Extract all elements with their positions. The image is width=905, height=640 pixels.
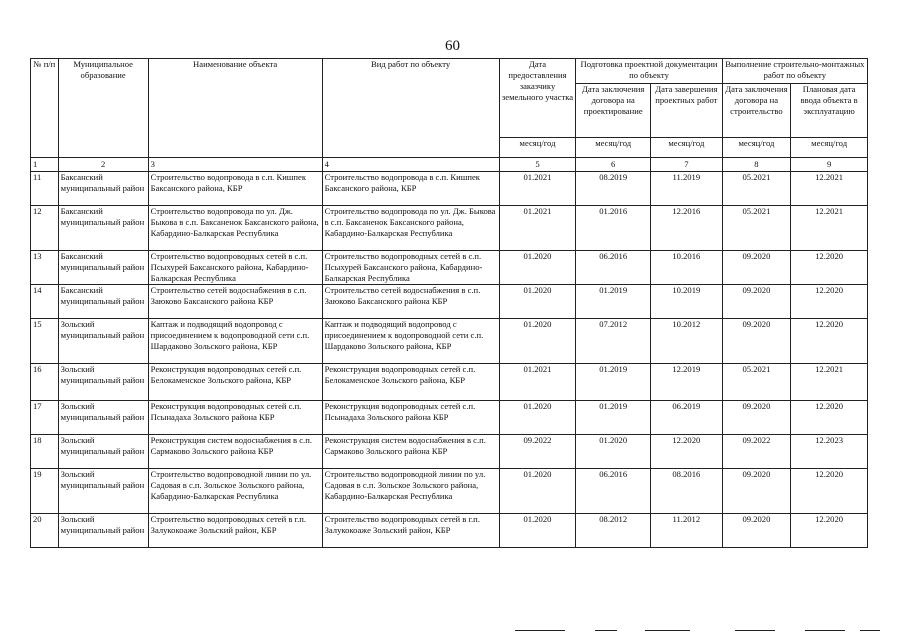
design-end-cell: 10.2019 bbox=[651, 285, 723, 319]
design-end-cell: 12.2020 bbox=[651, 435, 723, 469]
work-type-cell: Строительство водопроводных сетей в с.п. Псыхурей Баксанского района, Кабардино-Балкарская Республика bbox=[322, 251, 499, 285]
object-name-cell: Строительство водопроводной линии по ул. Садовая в с.п. Зольское Зольского района, Кабардино-Балкарская Республика bbox=[148, 469, 322, 514]
column-number: 6 bbox=[576, 158, 651, 172]
design-contract-cell: 07.2012 bbox=[576, 319, 651, 364]
land-date-cell: 01.2020 bbox=[499, 319, 576, 364]
municipality-cell: Баксанский муниципальный район bbox=[58, 251, 148, 285]
design-contract-cell: 01.2019 bbox=[576, 364, 651, 401]
table-row bbox=[31, 364, 868, 401]
build-contract-cell: 09.2022 bbox=[722, 435, 791, 469]
header-design-contract: Дата заключения договора на проектирование bbox=[576, 84, 651, 138]
row-number: 12 bbox=[31, 206, 59, 251]
design-end-cell: 10.2016 bbox=[651, 251, 723, 285]
design-end-cell: 12.2019 bbox=[651, 364, 723, 401]
design-contract-cell: 08.2019 bbox=[576, 172, 651, 206]
commission-cell: 12.2023 bbox=[791, 435, 868, 469]
land-date-cell: 01.2020 bbox=[499, 285, 576, 319]
build-contract-cell: 09.2020 bbox=[722, 285, 791, 319]
page-number: 60 bbox=[445, 38, 460, 54]
header-design-end: Дата завершения проектных работ bbox=[651, 84, 723, 138]
object-name-cell: Реконструкция систем водоснабжения в с.п. Сармаково Зольского района КБР bbox=[148, 435, 322, 469]
commission-cell: 12.2021 bbox=[791, 206, 868, 251]
edge-mark bbox=[595, 630, 617, 631]
design-end-cell: 11.2019 bbox=[651, 172, 723, 206]
build-contract-cell: 09.2020 bbox=[722, 319, 791, 364]
commission-cell: 12.2021 bbox=[791, 364, 868, 401]
column-number: 2 bbox=[58, 158, 148, 172]
column-number: 3 bbox=[148, 158, 322, 172]
work-type-cell: Реконструкция водопроводных сетей с.п. Белокаменское Зольского района, КБР bbox=[322, 364, 499, 401]
municipality-cell: Баксанский муниципальный район bbox=[58, 172, 148, 206]
design-contract-cell: 08.2012 bbox=[576, 514, 651, 548]
row-number: 13 bbox=[31, 251, 59, 285]
land-date-cell: 01.2020 bbox=[499, 514, 576, 548]
land-date-cell: 01.2020 bbox=[499, 401, 576, 435]
row-number: 16 bbox=[31, 364, 59, 401]
object-name-cell: Строительство водопровода в с.п. Кишпек Баксанского района, КБР bbox=[148, 172, 322, 206]
land-date-cell: 01.2021 bbox=[499, 364, 576, 401]
table-row bbox=[31, 469, 868, 514]
column-number-row bbox=[31, 158, 868, 172]
header-object-name: Наименование объекта bbox=[148, 59, 322, 158]
object-name-cell: Строительство водопровода по ул. Дж. Быкова в с.п. Баксаненок Баксанского района, Кабардино-Балкарская Республика bbox=[148, 206, 322, 251]
design-end-cell: 10.2012 bbox=[651, 319, 723, 364]
build-contract-cell: 09.2020 bbox=[722, 469, 791, 514]
object-name-cell: Строительство сетей водоснабжения в с.п. Заюково Баксанского района КБР bbox=[148, 285, 322, 319]
edge-mark bbox=[860, 630, 880, 631]
commission-cell: 12.2020 bbox=[791, 514, 868, 548]
land-date-cell: 01.2021 bbox=[499, 206, 576, 251]
header-build-contract: Дата заключения договора на строительство bbox=[722, 84, 791, 138]
design-contract-cell: 01.2019 bbox=[576, 401, 651, 435]
table-row bbox=[31, 285, 868, 319]
land-date-cell: 01.2020 bbox=[499, 469, 576, 514]
header-number: № п/п bbox=[31, 59, 59, 158]
table-row bbox=[31, 206, 868, 251]
work-type-cell: Реконструкция систем водоснабжения в с.п. Сармаково Зольского района КБР bbox=[322, 435, 499, 469]
edge-mark bbox=[805, 630, 845, 631]
municipality-cell: Зольский муниципальный район bbox=[58, 319, 148, 364]
column-number: 5 bbox=[499, 158, 576, 172]
row-number: 15 bbox=[31, 319, 59, 364]
work-type-cell: Реконструкция водопроводных сетей с.п. Псынадаха Зольского района КБР bbox=[322, 401, 499, 435]
commission-cell: 12.2020 bbox=[791, 251, 868, 285]
column-number: 4 bbox=[322, 158, 499, 172]
build-contract-cell: 09.2020 bbox=[722, 514, 791, 548]
build-contract-cell: 09.2020 bbox=[722, 251, 791, 285]
municipality-cell: Зольский муниципальный район bbox=[58, 364, 148, 401]
header-commission: Плановая дата ввода объекта в эксплуатацию bbox=[791, 84, 868, 138]
work-type-cell: Строительство водопровода по ул. Дж. Быкова в с.п. Баксаненок Баксанского района, Кабардино-Балкарская Республика bbox=[322, 206, 499, 251]
design-end-cell: 06.2019 bbox=[651, 401, 723, 435]
row-number: 20 bbox=[31, 514, 59, 548]
work-type-cell: Каптаж и подводящий водопровод с присоединением к водопроводной сети с.п. Шардаково Зольского района, КБР bbox=[322, 319, 499, 364]
build-contract-cell: 05.2021 bbox=[722, 364, 791, 401]
object-name-cell: Строительство водопроводных сетей в с.п. Псыхурей Баксанского района, Кабардино-Балкарская Республика bbox=[148, 251, 322, 285]
municipality-cell: Баксанский муниципальный район bbox=[58, 285, 148, 319]
bottom-page-edge-marks bbox=[505, 630, 885, 634]
table-row bbox=[31, 435, 868, 469]
work-type-cell: Строительство водопроводной линии по ул. Садовая в с.п. Зольское Зольского района, Кабардино-Балкарская Республика bbox=[322, 469, 499, 514]
edge-mark bbox=[645, 630, 690, 631]
header-work-type: Вид работ по объекту bbox=[322, 59, 499, 158]
unit-label: месяц/год bbox=[791, 138, 868, 158]
design-end-cell: 11.2012 bbox=[651, 514, 723, 548]
header-municipality: Муниципальное образование bbox=[58, 59, 148, 158]
land-date-cell: 09.2022 bbox=[499, 435, 576, 469]
design-end-cell: 08.2016 bbox=[651, 469, 723, 514]
row-number: 17 bbox=[31, 401, 59, 435]
edge-mark bbox=[515, 630, 565, 631]
design-end-cell: 12.2016 bbox=[651, 206, 723, 251]
column-number: 8 bbox=[722, 158, 791, 172]
header-construction-group: Выполнение строительно-монтажных работ по объекту bbox=[722, 59, 867, 84]
design-contract-cell: 06.2016 bbox=[576, 469, 651, 514]
commission-cell: 12.2020 bbox=[791, 401, 868, 435]
object-name-cell: Строительство водопроводных сетей в г.п. Залукокоаже Зольский район, КБР bbox=[148, 514, 322, 548]
row-number: 18 bbox=[31, 435, 59, 469]
unit-label: месяц/год bbox=[499, 138, 576, 158]
land-date-cell: 01.2021 bbox=[499, 172, 576, 206]
build-contract-cell: 05.2021 bbox=[722, 206, 791, 251]
municipality-cell: Зольский муниципальный район bbox=[58, 469, 148, 514]
design-contract-cell: 06.2016 bbox=[576, 251, 651, 285]
row-number: 19 bbox=[31, 469, 59, 514]
table-row bbox=[31, 514, 868, 548]
design-contract-cell: 01.2020 bbox=[576, 435, 651, 469]
municipality-cell: Зольский муниципальный район bbox=[58, 514, 148, 548]
build-contract-cell: 05.2021 bbox=[722, 172, 791, 206]
object-name-cell: Реконструкция водопроводных сетей с.п. Белокаменское Зольского района, КБР bbox=[148, 364, 322, 401]
object-name-cell: Каптаж и подводящий водопровод с присоединением к водопроводной сети с.п. Шардаково Зольского района, КБР bbox=[148, 319, 322, 364]
commission-cell: 12.2021 bbox=[791, 172, 868, 206]
unit-label: месяц/год bbox=[576, 138, 651, 158]
municipality-cell: Баксанский муниципальный район bbox=[58, 206, 148, 251]
unit-label: месяц/год bbox=[651, 138, 723, 158]
table-row bbox=[31, 401, 868, 435]
commission-cell: 12.2020 bbox=[791, 469, 868, 514]
municipality-cell: Зольский муниципальный район bbox=[58, 401, 148, 435]
design-contract-cell: 01.2019 bbox=[576, 285, 651, 319]
land-date-cell: 01.2020 bbox=[499, 251, 576, 285]
table-row bbox=[31, 251, 868, 285]
work-type-cell: Строительство сетей водоснабжения в с.п. Заюково Баксанского района КБР bbox=[322, 285, 499, 319]
unit-label: месяц/год bbox=[722, 138, 791, 158]
header-design-group: Подготовка проектной документации по объекту bbox=[576, 59, 722, 84]
design-contract-cell: 01.2016 bbox=[576, 206, 651, 251]
commission-cell: 12.2020 bbox=[791, 319, 868, 364]
commission-cell: 12.2020 bbox=[791, 285, 868, 319]
edge-mark bbox=[735, 630, 775, 631]
header-land-date: Дата предоставления заказчику земельного участка bbox=[499, 59, 576, 138]
build-contract-cell: 09.2020 bbox=[722, 401, 791, 435]
row-number: 11 bbox=[31, 172, 59, 206]
column-number: 9 bbox=[791, 158, 868, 172]
object-name-cell: Реконструкция водопроводных сетей с.п. Псынадаха Зольского района КБР bbox=[148, 401, 322, 435]
work-type-cell: Строительство водопроводных сетей в г.п. Залукокоаже Зольский район, КБР bbox=[322, 514, 499, 548]
work-type-cell: Строительство водопровода в с.п. Кишпек Баксанского района, КБР bbox=[322, 172, 499, 206]
table-row bbox=[31, 172, 868, 206]
row-number: 14 bbox=[31, 285, 59, 319]
column-number: 7 bbox=[651, 158, 723, 172]
table-row bbox=[31, 319, 868, 364]
municipality-cell: Зольский муниципальный район bbox=[58, 435, 148, 469]
column-number: 1 bbox=[31, 158, 59, 172]
investment-objects-table bbox=[30, 58, 868, 548]
